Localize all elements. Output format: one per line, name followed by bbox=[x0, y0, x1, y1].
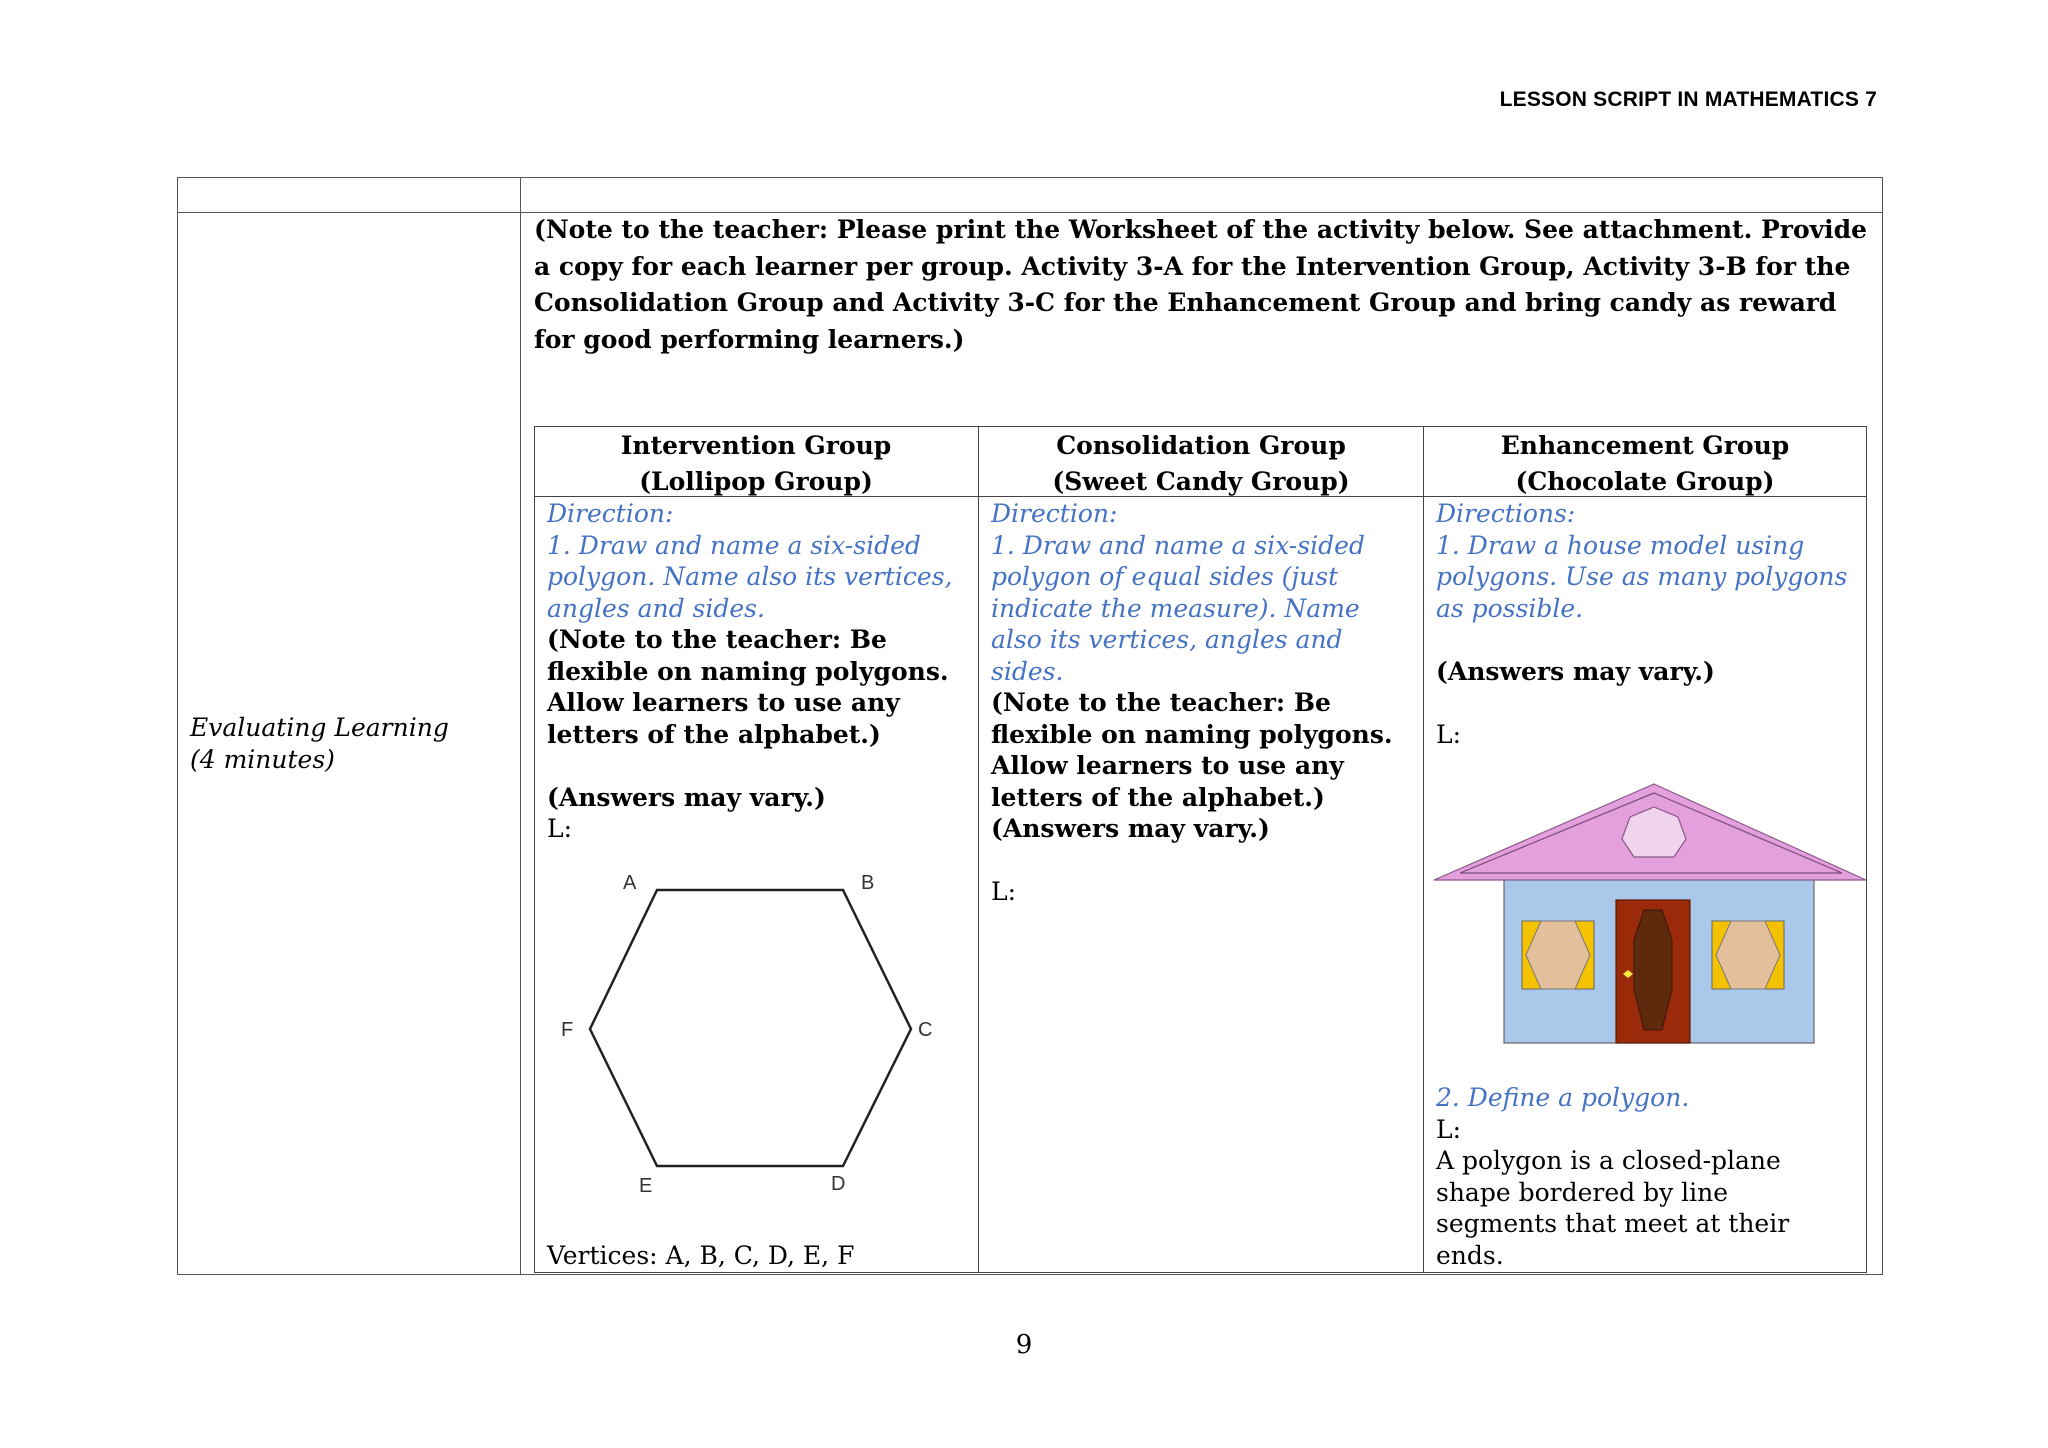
polygon-definition: A polygon is a closed-plane shape bordered by line segments that meet at their ends. bbox=[1436, 1146, 1790, 1270]
column-subtitle: (Lollipop Group) bbox=[639, 467, 873, 496]
direction-label: Direction: bbox=[991, 499, 1118, 528]
answers-vary: (Answers may vary.) bbox=[991, 814, 1270, 843]
column-title: Enhancement Group bbox=[1500, 431, 1790, 460]
groups-table-divider-1 bbox=[978, 426, 979, 1273]
direction-label: Direction: bbox=[547, 499, 674, 528]
direction-label: Directions: bbox=[1436, 499, 1576, 528]
direction-text: 1. Draw and name a six-sided polygon. Name also its vertices, angles and sides. bbox=[547, 530, 953, 623]
teacher-note-text: (Note to the teacher: Be flexible on naming polygons. Allow learners to use any letters of the alphabet.) bbox=[547, 625, 949, 749]
column-title: Consolidation Group bbox=[1056, 431, 1346, 460]
vertex-label-c: C bbox=[918, 1019, 933, 1041]
page-number: 9 bbox=[1015, 1330, 1033, 1360]
groups-table-divider-2 bbox=[1423, 426, 1424, 1273]
column-header-enhancement bbox=[1423, 428, 1867, 500]
consolidation-content bbox=[991, 498, 1416, 908]
column-subtitle: (Chocolate Group) bbox=[1515, 467, 1775, 496]
vertices-list: Vertices: A, B, C, D, E, F bbox=[547, 1241, 855, 1270]
vertex-label-d: D bbox=[831, 1173, 846, 1195]
table-column-divider bbox=[520, 177, 521, 1275]
hexagon-shape bbox=[590, 890, 911, 1166]
enhancement-content bbox=[1436, 498, 1861, 750]
vertex-label-e: E bbox=[639, 1175, 653, 1197]
document-header-title: LESSON SCRIPT IN MATHEMATICS 7 bbox=[1499, 88, 1877, 111]
vertex-label-b: B bbox=[861, 872, 875, 894]
define-polygon-section bbox=[1436, 1082, 1856, 1271]
column-title: Intervention Group bbox=[620, 431, 892, 460]
section-label bbox=[190, 712, 449, 776]
answers-vary: (Answers may vary.) bbox=[1436, 656, 1715, 686]
vertex-label-f: F bbox=[561, 1019, 574, 1041]
column-header-consolidation bbox=[979, 428, 1423, 500]
column-subtitle: (Sweet Candy Group) bbox=[1052, 467, 1350, 496]
door-panel bbox=[1634, 910, 1672, 1030]
house-model-figure bbox=[1430, 775, 1870, 1050]
vertex-label-a: A bbox=[623, 872, 637, 894]
answers-vary: (Answers may vary.) bbox=[547, 782, 826, 812]
column-header-intervention bbox=[534, 428, 978, 500]
direction-text: 1. Draw and name a six-sided polygon of equal sides (just indicate the measure). Name also its vertices, angles and sides. bbox=[991, 530, 1365, 686]
hexagon-figure bbox=[545, 862, 965, 1212]
section-label-line2: (4 minutes) bbox=[190, 745, 335, 774]
direction-text: 1. Draw a house model using polygons. Use as many polygons as possible. bbox=[1436, 530, 1848, 623]
teacher-note: (Note to the teacher: Please print the Worksheet of the activity below. See attachment. Provide a copy for each learner per group. Activity 3-A for the Intervention Group, Activity 3-B for the Consolidation Group and Activity 3-C for the Enhancement Group and bring candy as reward for good performing learners.) bbox=[534, 215, 1868, 354]
intervention-content bbox=[547, 498, 972, 845]
learner-label: L: bbox=[991, 877, 1017, 906]
question-define-polygon: 2. Define a polygon. bbox=[1436, 1083, 1690, 1112]
section-label-line1: Evaluating Learning bbox=[190, 713, 449, 742]
learner-label-2: L: bbox=[1436, 1114, 1462, 1144]
learner-label: L: bbox=[547, 814, 573, 843]
teacher-note-text: (Note to the teacher: Be flexible on naming polygons. Allow learners to use any letters of the alphabet.) bbox=[991, 688, 1393, 812]
learner-label: L: bbox=[1436, 719, 1462, 749]
